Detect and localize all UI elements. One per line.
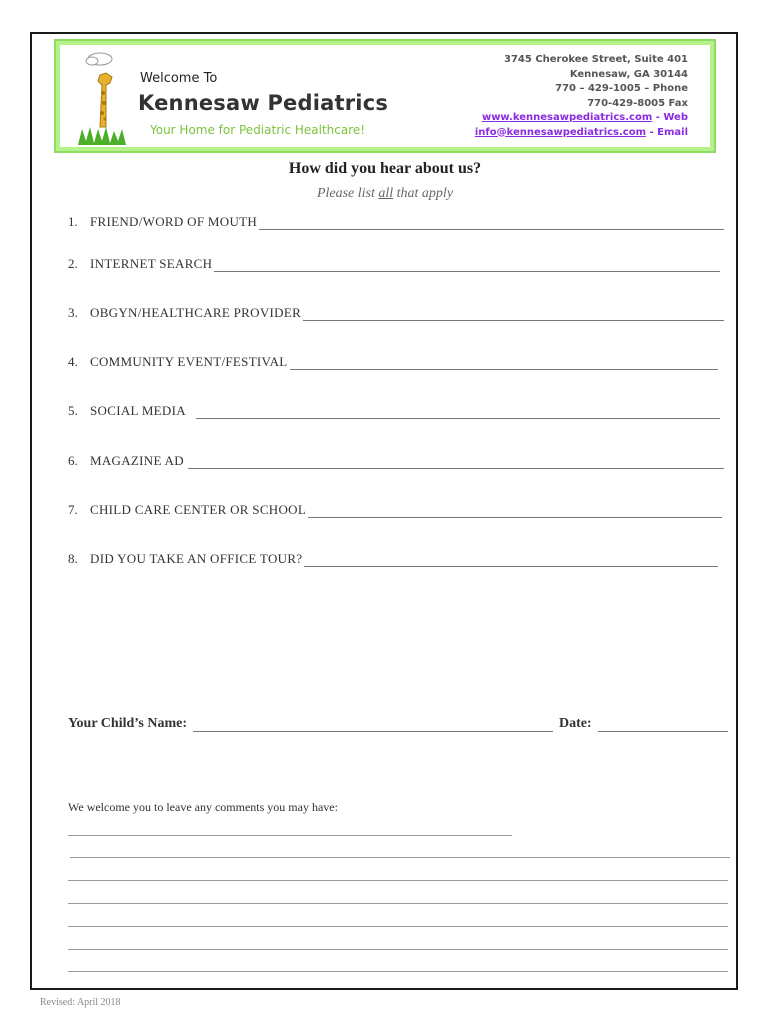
answer-line[interactable] bbox=[308, 507, 722, 518]
item-label: DID YOU TAKE AN OFFICE TOUR? bbox=[90, 551, 303, 566]
comment-line[interactable] bbox=[68, 949, 728, 950]
answer-line[interactable] bbox=[290, 359, 718, 370]
comment-line[interactable] bbox=[68, 971, 728, 972]
referral-item bbox=[68, 403, 720, 419]
item-number: 1. bbox=[68, 214, 78, 229]
date-line[interactable] bbox=[598, 719, 728, 732]
item-number: 4. bbox=[68, 354, 78, 369]
website-suffix: - Web bbox=[652, 112, 688, 123]
form-title: How did you hear about us? bbox=[288, 160, 482, 177]
item-number: 2. bbox=[68, 256, 78, 271]
item-number: 7. bbox=[68, 502, 78, 517]
comment-line[interactable] bbox=[68, 903, 728, 904]
subtitle-emphasis: all bbox=[378, 186, 394, 201]
answer-line[interactable] bbox=[188, 458, 724, 469]
email-suffix: - Email bbox=[646, 126, 688, 138]
referral-item bbox=[68, 214, 724, 230]
answer-line[interactable] bbox=[214, 261, 720, 272]
tagline: Your Home for Pediatric Healthcare! bbox=[150, 123, 366, 137]
comment-line[interactable] bbox=[68, 926, 728, 927]
comment-line[interactable] bbox=[70, 857, 730, 858]
date-label: Date: bbox=[559, 716, 592, 731]
referral-item bbox=[68, 256, 720, 272]
item-label: SOCIAL MEDIA bbox=[90, 403, 186, 418]
practice-name: Kennesaw Pediatrics bbox=[138, 91, 389, 115]
answer-line[interactable] bbox=[304, 556, 718, 567]
form-subtitle bbox=[0, 186, 770, 202]
referral-item bbox=[68, 502, 722, 518]
website-link[interactable]: www.kennesawpediatrics.com bbox=[481, 112, 653, 123]
giraffe-logo-icon bbox=[72, 49, 136, 145]
comments-label: We welcome you to leave any comments you may have: bbox=[68, 800, 338, 814]
answer-line[interactable] bbox=[303, 310, 724, 321]
referral-item bbox=[68, 305, 724, 321]
item-number: 3. bbox=[68, 305, 78, 320]
child-name-line[interactable] bbox=[193, 719, 553, 732]
item-label: INTERNET SEARCH bbox=[90, 256, 213, 271]
comment-line[interactable] bbox=[68, 835, 512, 836]
answer-line[interactable] bbox=[259, 219, 724, 230]
address-line-2: Kennesaw, GA 30144 bbox=[569, 68, 688, 80]
address-line-1: 3745 Cherokee Street, Suite 401 bbox=[504, 54, 688, 65]
item-label: COMMUNITY EVENT/FESTIVAL bbox=[90, 354, 288, 369]
item-label: MAGAZINE AD bbox=[90, 453, 184, 468]
contact-info bbox=[475, 53, 688, 140]
referral-item bbox=[68, 551, 718, 567]
comment-line[interactable] bbox=[68, 880, 728, 881]
item-label: FRIEND/WORD OF MOUTH bbox=[90, 214, 258, 229]
answer-line[interactable] bbox=[196, 408, 720, 419]
item-number: 5. bbox=[68, 403, 78, 418]
item-number: 6. bbox=[68, 453, 78, 468]
welcome-text: Welcome To bbox=[140, 71, 218, 86]
subtitle-text-end: that apply bbox=[393, 186, 454, 201]
phone-number: 770 – 429-1005 – Phone bbox=[555, 83, 688, 94]
item-label: CHILD CARE CENTER OR SCHOOL bbox=[90, 502, 307, 517]
revision-date: Revised: April 2018 bbox=[40, 997, 121, 1008]
header-banner bbox=[54, 39, 716, 153]
item-label: OBGYN/HEALTHCARE PROVIDER bbox=[90, 305, 302, 320]
fax-number: 770-429-8005 Fax bbox=[587, 97, 688, 109]
referral-item bbox=[68, 354, 718, 370]
child-name-row bbox=[68, 716, 728, 732]
child-name-label: Your Child’s Name: bbox=[68, 716, 188, 731]
email-link[interactable]: info@kennesawpediatrics.com bbox=[474, 126, 647, 138]
referral-item bbox=[68, 453, 724, 469]
subtitle-text: Please list bbox=[316, 186, 379, 201]
item-number: 8. bbox=[68, 551, 78, 566]
